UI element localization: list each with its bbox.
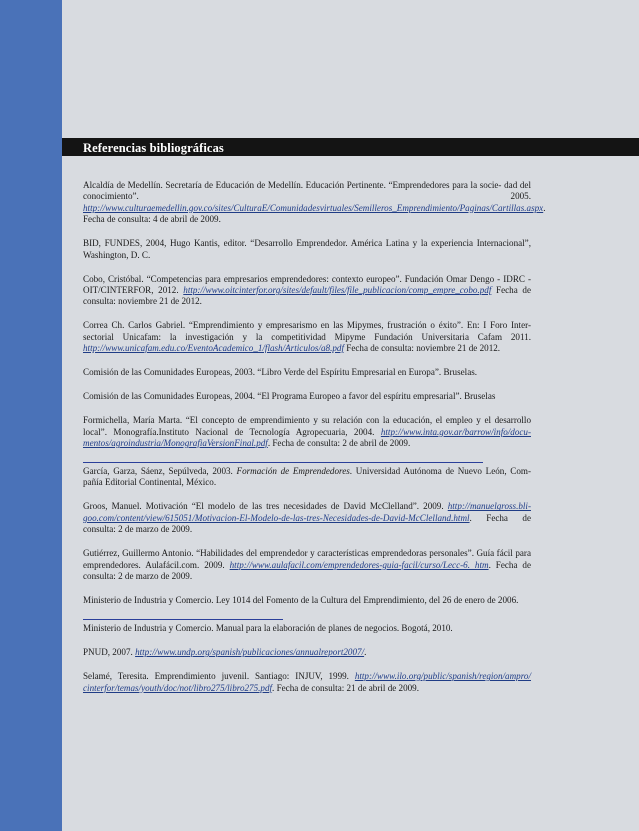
reference-item: Comisión de las Comunidades Europeas, 2003. “Libro Verde del Espíritu Empresarial en Europa”. Bruselas. [83, 367, 478, 378]
reference-link[interactable]: http://www.oitcinterfor.org/sites/default/files/file_publicacion/comp_empre_cobo.pdf [183, 285, 492, 296]
references-list [83, 180, 546, 707]
divider [83, 619, 283, 620]
reference-item: BID, FUNDES, 2004, Hugo Kantis, editor. “Desarrollo Emprendedor. América Latina y la experiencia Internacional”, Washington, D. C. [83, 238, 531, 260]
reference-item: Formichella, María Marta. “El concepto de emprendimiento y su relación con la educación, el empleo y el desarrollo local”. Monografía.Instituto Nacional de Tecnología Agropecuaria, 2004. http://www.inta.gov.ar/barrow/info/docu- mentos/agroindustria/MonografiaVersionFinal.pdf. Fecha de consulta: 2 de abril de 2009. [83, 415, 531, 449]
reference-link[interactable]: http://manuelgross.bli- goo.com/content/view/615051/Motivacion-El-Modelo-de-las-tres-Necesidades-de-David-McClelland.html [83, 501, 531, 523]
reference-link[interactable]: http://www.undp.org/spanish/publicaciones/annualreport2007/ [135, 647, 365, 658]
reference-item: PNUD, 2007. http://www.undp.org/spanish/publicaciones/annualreport2007/. [83, 647, 367, 658]
reference-item: Correa Ch. Carlos Gabriel. “Emprendimiento y empresarismo en las Mipymes, frustración o éxito”. En: I Foro Inter- sectorial Unicafam: la investigación y la competitividad Mipyme Fundación Universitaria Cafam 2011. http://www.unicafam.edu.co/EventoAcademico_1/flash/Articulos/a8.pdf Fecha de consulta: noviembre 21 de 2012. [83, 320, 531, 354]
reference-link[interactable]: http://www.aulafacil.com/emprendedores-guia-facil/curso/Lecc-6. htm [229, 559, 489, 570]
reference-item: Groos, Manuel. Motivación “El modelo de las tres necesidades de David McClelland”. 2009. http://manuelgross.bli- goo.com/content/view/615051/Motivacion-El-Modelo-de-las-tres-Necesidades-de-David-McClelland.html. Fecha de consulta: 2 de marzo de 2009. [83, 501, 531, 535]
divider [83, 462, 483, 463]
reference-item: Gutiérrez, Guillermo Antonio. “Habilidades del emprendedor y características emprendedoras personales”. Guía fácil para emprendedores. Aulafácil.com. 2009. http://www.aulafacil.com/emprendedores-guia-facil/curso/Lecc-6. htm. Fecha de consulta: 2 de marzo de 2009. [83, 548, 531, 582]
reference-link[interactable]: http://www.unicafam.edu.co/EventoAcademico_1/flash/Articulos/a8.pdf [83, 343, 344, 354]
reference-link[interactable]: http://www.culturaemedellin.gov.co/sites/CulturaE/Comunidadesvirtuales/Semilleros_Emprendimiento/Paginas/Cartillas.aspx [83, 202, 544, 213]
left-accent-bar [0, 0, 62, 831]
reference-item: García, Garza, Sáenz, Sepúlveda, 2003. Formación de Emprendedores. Universidad Autónoma de Nuevo León, Com- pañía Editorial Continental, México. [83, 466, 532, 488]
reference-item: Comisión de las Comunidades Europeas, 2004. “El Programa Europeo a favor del espíritu empresarial”. Bruselas [83, 391, 496, 402]
reference-item: Ministerio de Industria y Comercio. Ley 1014 del Fomento de la Cultura del Emprendimiento, del 26 de enero de 2006. [83, 595, 519, 606]
reference-link[interactable]: http://www.ilo.org/public/spanish/region/ampro/ cinterfor/temas/youth/doc/not/libro275/libro275.pdf [83, 671, 531, 693]
reference-link[interactable]: http://www.inta.gov.ar/barrow/info/docu- mentos/agroindustria/MonografiaVersionFinal.pdf [83, 426, 531, 449]
reference-item: Cobo, Cristóbal. “Competencias para empresarios emprendedores: contexto europeo”. Fundación Omar Dengo - IDRC - OIT/CINTERFOR, 2012. http://www.oitcinterfor.org/sites/default/files/file_publicacion/comp_empre_cobo.pdf Fecha de consulta: noviembre 21 de 2012. [83, 273, 531, 307]
reference-item: Selamé, Teresita. Emprendimiento juvenil. Santiago: INJUV, 1999. http://www.ilo.org/public/spanish/region/ampro/ cinterfor/temas/youth/doc/not/libro275/libro275.pdf. Fecha de consulta: 21 de abril de 2009. [83, 671, 531, 693]
section-title: Referencias bibliográficas [83, 141, 224, 155]
reference-item: Ministerio de Industria y Comercio. Manual para la elaboración de planes de negocios. Bogotá, 2010. [83, 623, 453, 634]
reference-item: Alcaldía de Medellín. Secretaría de Educación de Medellín. Educación Pertinente. “Emprendedores para la socie- dad del conocimiento”. 2005. http://www.culturaemedellin.gov.co/sites/CulturaE/Comunidadesvirtuales/Semilleros_Emprendimiento/Paginas/Cartillas.aspx. Fecha de consulta: 4 de abril de 2009. [83, 180, 546, 225]
